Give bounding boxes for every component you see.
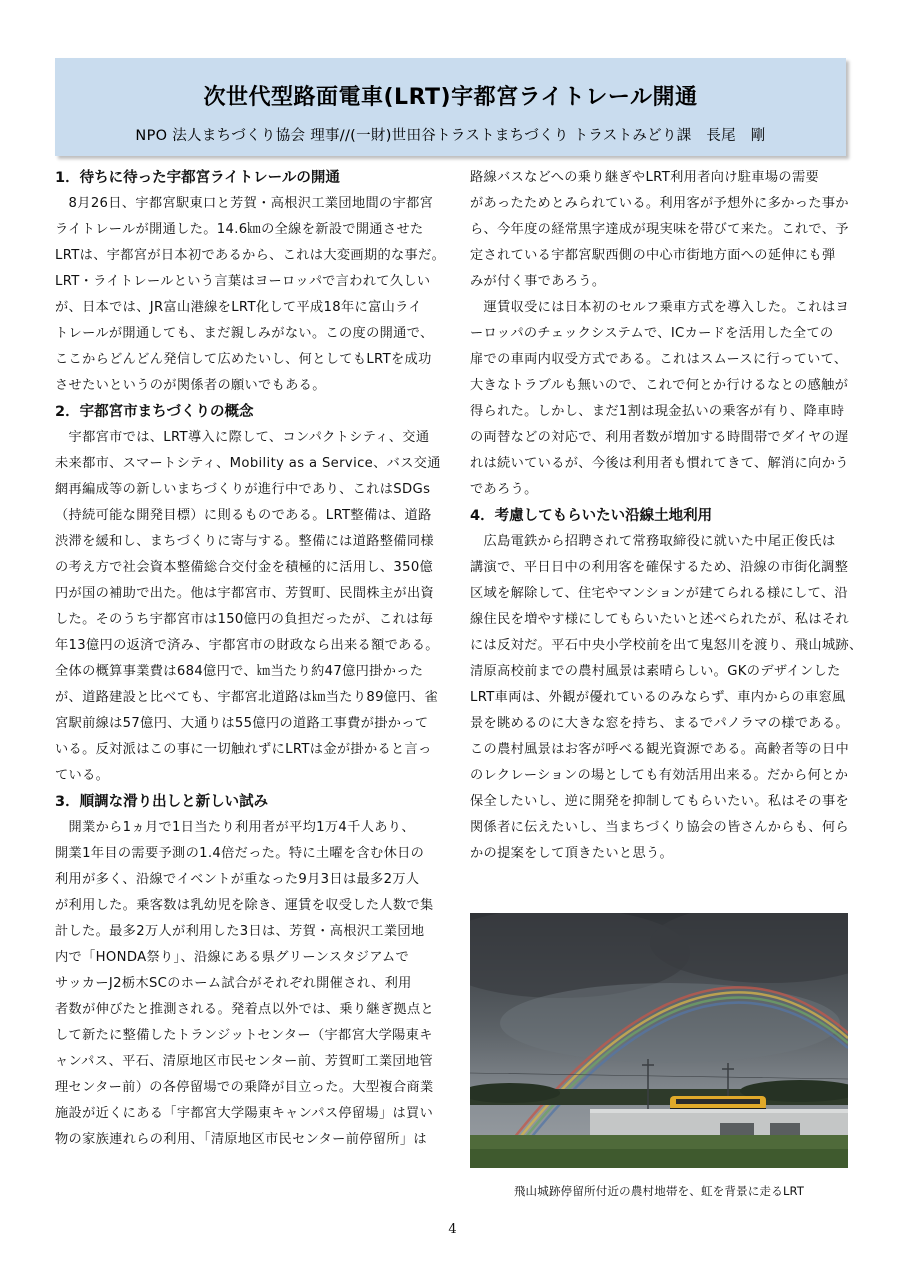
- body-line: の考え方で社会資本整備総合交付金を積極的に活用し、350億: [55, 560, 434, 575]
- body-line: LRT車両は、外観が優れているのみならず、車内からの車窓風: [470, 690, 846, 705]
- body-line: みが付く事であろう。: [470, 274, 606, 289]
- body-line: 関係者に伝えたいし、当まちづくり協会の皆さんからも、何ら: [470, 820, 849, 835]
- body-line: 宮駅前線は57億円、大通りは55億円の道路工事費が掛かって: [55, 716, 429, 731]
- body-line: 定されている宇都宮駅西側の中心市街地方面への延伸にも弾: [470, 248, 836, 263]
- body-line: して新たに整備したトランジットセンター（宇都宮大学陽東キ: [55, 1028, 433, 1043]
- body-line: 開業から1ヵ月で1日当たり利用者が平均1万4千人あり、: [55, 820, 415, 835]
- section-heading: 1．待ちに待った宇都宮ライトレールの開通: [55, 170, 340, 186]
- body-line: 全体の概算事業費は684億円で、㎞当たり約47億円掛かった: [55, 664, 424, 679]
- photo-caption: 飛山城跡停留所付近の農村地帯を、虹を背景に走るLRT: [513, 1184, 805, 1198]
- body-line: 線住民を増やす様にしてもらいたいと述べられたが、私はそれ: [470, 612, 850, 627]
- body-line: した。そのうち宇都宮市は150億円の負担だったが、これは毎: [55, 612, 434, 627]
- viaduct: [590, 1109, 848, 1139]
- body-line: ここからどんどん発信して広めたいし、何としてもLRTを成功: [55, 352, 432, 367]
- rainbow-tram-photo: [470, 913, 848, 1168]
- article-title: 次世代型路面電車(LRT)宇都宮ライトレール開通: [203, 85, 698, 110]
- tram: [670, 1096, 766, 1111]
- body-line: （持続可能な開発目標）に則るものである。LRT整備は、道路: [55, 508, 432, 523]
- body-line: の両替などの対応で、利用者数が増加する時間帯でダイヤの遅: [470, 430, 849, 445]
- right-column: [470, 165, 863, 867]
- body-line: のレクレーションの場としても有効活用出来る。だから何とか: [470, 768, 849, 783]
- body-line: 開業1年目の需要予測の1.4倍だった。特に土曜を含む休日の: [55, 846, 425, 861]
- body-line: 者数が伸びたと推測される。発着点以外では、乗り継ぎ拠点と: [55, 1002, 435, 1017]
- body-line: 円が国の補助で出た。他は宇都宮市、芳賀町、民間株主が出資: [55, 586, 435, 601]
- body-line: 渋滞を緩和し、まちづくりに寄与する。整備には道路整備同様: [55, 534, 434, 549]
- body-line: 利用が多く、沿線でイベントが重なった9月3日は最多2万人: [55, 872, 420, 887]
- section-heading: 2．宇都宮市まちづくりの概念: [55, 404, 254, 420]
- body-line: 網再編成等の新しいまちづくりが進行中であり、これはSDGs: [55, 482, 431, 497]
- body-line: 計した。最多2万人が利用した3日は、芳賀・高根沢工業団地: [55, 924, 425, 939]
- body-line: があったためとみられている。利用客が予想外に多かった事か: [470, 196, 849, 211]
- body-line: 清原高校前までの農村風景は素晴らしい。GKのデザインした: [470, 664, 841, 679]
- body-line: LRTは、宇都宮が日本初であるから、これは大変画期的な事だ。: [55, 248, 446, 263]
- body-line: ライトレールが開通した。14.6㎞の全線を新設で開通させた: [55, 222, 424, 237]
- body-line: 年13億円の返済で済み、宇都宮市の財政なら出来る額である。: [55, 638, 439, 653]
- body-line: この農村風景はお客が呼べる観光資源である。高齢者等の日中: [470, 742, 850, 757]
- body-line: 保全したいし、逆に開発を抑制してもらいたい。私はその事を: [470, 794, 850, 809]
- body-line: 運賃収受には日本初のセルフ乗車方式を導入した。これはヨ: [470, 300, 850, 315]
- body-line: が、道路建設と比べても、宇都宮北道路は㎞当たり89億円、雀: [55, 690, 438, 705]
- body-line: が、日本では、JR富山港線をLRT化して平成18年に富山ライ: [55, 300, 422, 315]
- body-line: かの提案をして頂きたいと思う。: [470, 846, 674, 861]
- page-number: 4: [448, 1222, 457, 1237]
- body-line: LRT・ライトレールという言葉はヨーロッパで言われて久しい: [55, 274, 431, 289]
- body-line: 物の家族連れらの利用、「清原地区市民センター前停留所」は: [55, 1132, 427, 1147]
- body-line: 大きなトラブルも無いので、これで何とか行けるなとの感触が: [470, 378, 849, 393]
- body-line: 景を眺めるのに大きな窓を持ち、まるでパノラマの様である。: [470, 716, 849, 731]
- section-heading: 4．考慮してもらいたい沿線土地利用: [470, 508, 713, 524]
- article-author: NPO 法人まちづくり協会 理事//(一財)世田谷トラストまちづくり トラストみどり課 長尾 剛: [135, 128, 766, 144]
- body-line: が利用した。乗客数は乳幼児を除き、運賃を収受した人数で集: [55, 898, 434, 913]
- body-line: 講演で、平日日中の利用客を確保するため、沿線の市街化調整: [470, 560, 849, 575]
- body-line: 8月26日、宇都宮駅東口と芳賀・高根沢工業団地間の宇都宮: [55, 196, 434, 211]
- body-line: 未来都市、スマートシティ、Mobility as a Service、バス交通: [55, 456, 441, 471]
- section-heading: 3．順調な滑り出しと新しい試み: [55, 794, 269, 810]
- body-line: サッカーJ2栃木SCのホーム試合がそれぞれ開催され、利用: [55, 976, 412, 991]
- body-line: させたいというのが関係者の願いでもある。: [55, 378, 326, 393]
- body-line: れは続いているが、今後は利用者も慣れてきて、解消に向かう: [470, 456, 849, 471]
- body-line: 区域を解除して、住宅やマンションが建てられる様にして、沿: [470, 586, 848, 601]
- body-line: 得られた。しかし、まだ1割は現金払いの乗客が有り、降車時: [470, 404, 845, 419]
- body-line: いる。反対派はこの事に一切触れずにLRTは金が掛かると言っ: [55, 742, 432, 757]
- body-line: 路線バスなどへの乗り継ぎやLRT利用者向け駐車場の需要: [470, 170, 820, 185]
- article-header: [55, 58, 846, 156]
- body-line: ている。: [55, 768, 110, 783]
- body-line: 扉での車両内収受方式である。これはスムースに行っていて、: [470, 352, 848, 367]
- body-line: ーロッパのチェックシステムで、ICカードを活用した全ての: [470, 326, 834, 341]
- body-line: 広島電鉄から招聘されて常務取締役に就いた中尾正俊氏は: [470, 534, 836, 549]
- body-line: 理センター前）の各停留場での乗降が目立った。大型複合商業: [55, 1080, 434, 1095]
- body-line: には反対だ。平石中央小学校前を出て鬼怒川を渡り、飛山城跡、: [470, 638, 863, 653]
- body-line: であろう。: [470, 482, 538, 497]
- body-line: トレールが開通しても、まだ親しみがない。この度の開通で、: [55, 326, 434, 341]
- left-column: [55, 165, 446, 1153]
- body-line: ら、今年度の経常黒字達成が現実味を帯びて来た。これで、予: [470, 222, 849, 237]
- body-line: ャンパス、平石、清原地区市民センター前、芳賀町工業団地管: [55, 1054, 433, 1069]
- body-line: 施設が近くにある「宇都宮大学陽東キャンパス停留場」は買い: [55, 1106, 434, 1121]
- body-line: 宇都宮市では、LRT導入に際して、コンパクトシティ、交通: [55, 430, 430, 445]
- body-line: 内で「HONDA祭り」、沿線にある県グリーンスタジアムで: [55, 950, 410, 965]
